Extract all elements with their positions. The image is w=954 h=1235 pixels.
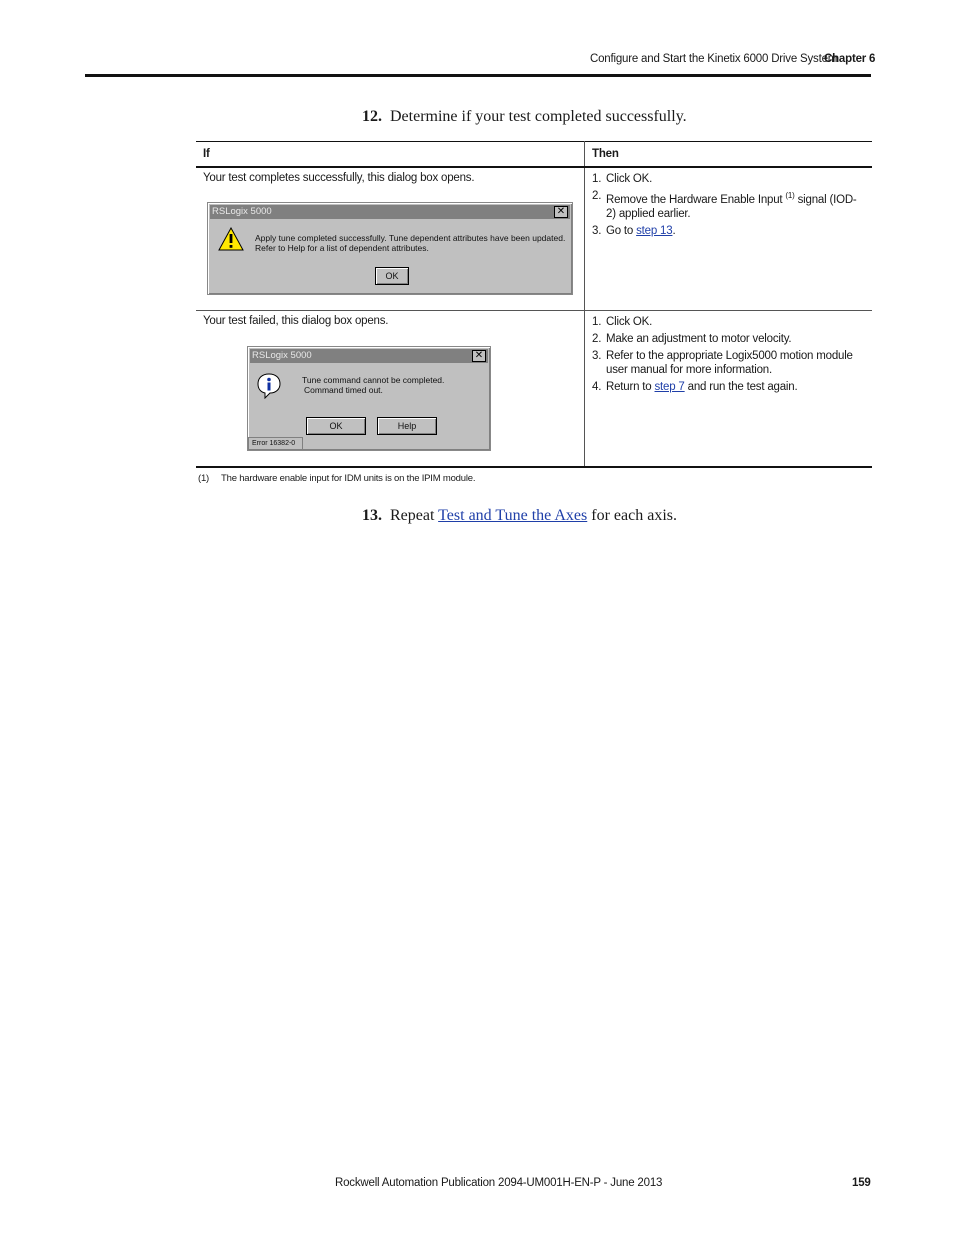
- step-7-link[interactable]: step 7: [654, 381, 685, 393]
- test-and-tune-link[interactable]: Test and Tune the Axes: [438, 507, 588, 524]
- ok-button[interactable]: OK: [306, 417, 366, 435]
- step-13-text-end: for each axis.: [587, 507, 677, 524]
- list-item: 1. Click OK.: [592, 173, 653, 185]
- dialog-title: RSLogix 5000: [252, 350, 312, 361]
- help-button[interactable]: Help: [377, 417, 437, 435]
- dialog-titlebar: [210, 205, 570, 219]
- running-header-title: Configure and Start the Kinetix 6000 Drive System: [590, 53, 838, 65]
- step-12: [362, 108, 687, 126]
- header-rule: [85, 74, 871, 77]
- error-code-status: Error 16382-0: [248, 437, 303, 450]
- footnote-number: (1): [198, 473, 210, 484]
- list-item: 3. Refer to the appropriate Logix5000 motion module user manual for more information.: [592, 350, 853, 376]
- dialog-title: RSLogix 5000: [212, 206, 272, 217]
- running-header-chapter: Chapter 6: [824, 53, 876, 65]
- column-header-if: If: [196, 142, 585, 168]
- footnote-ref: (1): [785, 191, 795, 200]
- close-icon[interactable]: ✕: [554, 206, 568, 218]
- dialog-titlebar: [250, 349, 488, 363]
- success-dialog-screenshot: [207, 202, 573, 295]
- then-cell: [585, 311, 873, 468]
- list-item: 2. Remove the Hardware Enable Input $^{(1)}$ signal (IOD-2) applied earlier.: [592, 190, 857, 220]
- list-item: 1. Click OK.: [592, 316, 653, 328]
- footer-publication: Rockwell Automation Publication 2094-UM001H-EN-P - June 2013: [335, 1177, 663, 1189]
- dialog-message: Apply tune completed successfully. Tune dependent attributes have been updated. Refer to Help for a list of dependent attributes.: [255, 233, 566, 253]
- dialog-message: Tune command cannot be completed. Command timed out.: [302, 375, 445, 395]
- step-12-text: Determine if your test completed successfully.: [390, 108, 687, 125]
- page-number: 159: [852, 1177, 871, 1189]
- list-item: 3. Go to step 13.: [592, 224, 676, 237]
- step-13: [362, 507, 677, 525]
- then-list: [592, 172, 865, 238]
- failure-dialog-screenshot: [247, 346, 491, 451]
- step-13-text: Repeat: [390, 507, 439, 524]
- close-icon[interactable]: ✕: [472, 350, 486, 362]
- info-icon: [257, 373, 281, 399]
- footnote-text: The hardware enable input for IDM units is on the IPIM module.: [221, 473, 476, 484]
- step-12-number: 12.: [362, 108, 382, 125]
- footnote: [198, 473, 475, 484]
- ok-button[interactable]: OK: [375, 267, 409, 285]
- column-header-then: Then: [585, 142, 873, 168]
- list-item: 2. Make an adjustment to motor velocity.: [592, 333, 792, 345]
- if-text: Your test failed, this dialog box opens.: [203, 315, 389, 327]
- list-item: 4. Return to step 7 and run the test again.: [592, 381, 798, 393]
- step-13-link[interactable]: step 13: [636, 224, 673, 237]
- then-cell: [585, 167, 873, 311]
- step-13-number: 13.: [362, 507, 382, 524]
- warning-icon: [218, 227, 244, 251]
- if-text: Your test completes successfully, this dialog box opens.: [203, 172, 475, 184]
- then-list: [592, 315, 865, 394]
